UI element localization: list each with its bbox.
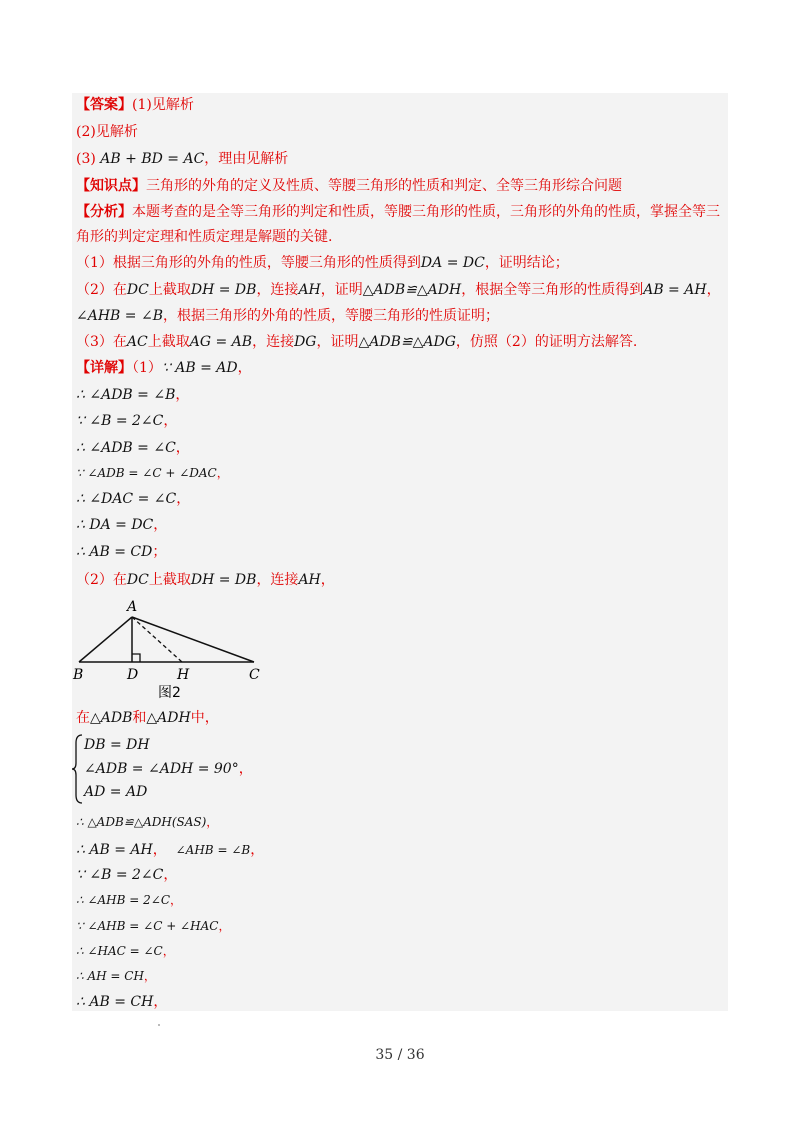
text: ，: [152, 842, 167, 858]
math: ∴ △ADB≌△ADH(SAS): [76, 815, 207, 829]
analysis-line-5: [76, 306, 499, 326]
analysis-tag: 【分析】: [76, 204, 132, 220]
text: ，: [175, 387, 190, 403]
proof-line: [76, 489, 190, 509]
text: ；: [152, 544, 167, 560]
text: （2）在: [76, 572, 127, 588]
text: ，仿照（2）的证明方法解答.: [455, 334, 638, 350]
math: AH: [298, 572, 321, 588]
analysis-text-1: 本题考查的是全等三角形的判定和性质，等腰三角形的性质，三角形的外角的性质，掌握全等三: [132, 204, 720, 220]
math: ∠AHB = ∠B: [76, 308, 163, 324]
equation-row: [84, 736, 150, 754]
math: △ADB≌△ADH: [362, 282, 462, 298]
page-number: 35 / 36: [375, 1047, 425, 1063]
math: AC: [126, 334, 148, 350]
text: ，: [238, 761, 253, 777]
proof-line: [76, 463, 229, 483]
text: （1）: [132, 360, 162, 376]
answer-3-text: ，理由见解析: [204, 151, 289, 167]
text: ，连接: [256, 572, 299, 588]
math: △ADH: [146, 710, 191, 726]
text: ，: [320, 572, 335, 588]
math: ∴ AH = CH: [76, 969, 144, 983]
answer-3-num: (3): [76, 151, 96, 167]
proof-line: [76, 812, 218, 832]
label-a: A: [127, 600, 138, 615]
math: DC: [126, 572, 149, 588]
answer-1: (1)见解析: [132, 97, 194, 113]
proof-line: [76, 966, 156, 986]
text: ，: [706, 282, 721, 298]
analysis-line-1: [76, 202, 720, 222]
text: ，: [153, 994, 168, 1010]
proof-line: [76, 840, 264, 860]
text: ，: [170, 893, 183, 907]
text: ，: [163, 867, 178, 883]
text: ，: [250, 842, 265, 858]
proof-line: [76, 542, 166, 562]
analysis-line-3: [76, 253, 569, 273]
math: AD = AD: [84, 784, 148, 800]
math: ∴ AB = AH: [76, 842, 153, 858]
math: ∴ ∠DAC = ∠C: [76, 491, 177, 507]
math: ∴ ∠ADB = ∠C: [76, 440, 176, 456]
stray-dot: [158, 1024, 160, 1026]
proof-line: [76, 515, 167, 535]
equation-row: [84, 760, 253, 778]
proof-line: [76, 916, 230, 936]
proof-line: [76, 941, 175, 961]
text: 和: [132, 710, 147, 726]
math: ∴ DA = DC: [76, 517, 154, 533]
math: DH = DB: [190, 572, 257, 588]
text: 中，: [190, 710, 219, 726]
text: （3）在: [76, 334, 127, 350]
text: ，根据全等三角形的性质得到: [461, 282, 644, 298]
text: 上截取: [147, 334, 190, 350]
math: DH = DB: [190, 282, 257, 298]
label-b: B: [73, 667, 84, 683]
figure-caption: 图2: [158, 685, 181, 700]
text: ，根据三角形的外角的性质，等腰三角形的性质证明；: [163, 308, 499, 324]
math: ∵ ∠AHB = ∠C + ∠HAC: [76, 919, 219, 933]
math: AB = AH: [643, 282, 707, 298]
segment-ab: [79, 617, 132, 662]
label-h: H: [177, 667, 190, 683]
answer-line-2: [76, 122, 138, 142]
answer-2: (2)见解析: [76, 124, 138, 140]
text: ，: [153, 517, 168, 533]
proof-line: [76, 411, 177, 431]
text: ，: [143, 969, 156, 983]
knowledge-line: [76, 176, 622, 196]
text: ，: [216, 466, 229, 480]
math: AG = AB: [189, 334, 253, 350]
analysis-line-6: [76, 332, 637, 352]
label-d: D: [127, 667, 139, 683]
triangle-figure: [72, 600, 272, 700]
text: ，: [218, 919, 231, 933]
math: ∵ ∠B = 2∠C: [76, 413, 164, 429]
math: DC: [126, 282, 149, 298]
text: 在: [76, 710, 90, 726]
analysis-line-2: [76, 227, 332, 247]
math: ∵ AB = AD: [161, 360, 238, 376]
proof-line: [76, 890, 182, 910]
label-c: C: [249, 667, 260, 683]
detail-tag: 【详解】: [76, 360, 132, 376]
math: ∠ADB = ∠ADH = 90°: [84, 761, 239, 777]
text: ，: [237, 360, 252, 376]
math: DB = DH: [84, 737, 150, 753]
knowledge-text: 三角形的外角的定义及性质、等腰三角形的性质和判定、全等三角形综合问题: [146, 178, 622, 194]
text: ，证明结论；: [484, 255, 569, 271]
answer-3-math: AB + BD = AC: [100, 151, 205, 167]
answer-line-3: [76, 149, 288, 169]
proof-line: [76, 385, 189, 405]
detail-line-1: [76, 358, 252, 378]
proof-line: [76, 992, 167, 1012]
answer-line-1: [76, 95, 194, 115]
proof-line: [76, 708, 219, 728]
equation-row: [84, 783, 147, 801]
math: ∴ ∠AHB = 2∠C: [76, 893, 171, 907]
text: （2）在: [76, 282, 127, 298]
text: ，连接: [256, 282, 299, 298]
math: ∵ ∠ADB = ∠C + ∠DAC: [76, 466, 217, 480]
math: ∴ ∠HAC = ∠C: [76, 944, 163, 958]
text: （1）根据三角形的外角的性质，等腰三角形的性质得到: [76, 255, 421, 271]
text: 上截取: [148, 282, 191, 298]
text: ，: [175, 440, 190, 456]
text: ，连接: [252, 334, 295, 350]
right-angle-mark: [132, 654, 140, 662]
text: ，: [176, 491, 191, 507]
text: ，证明: [320, 282, 363, 298]
knowledge-tag: 【知识点】: [76, 178, 146, 194]
math: ∵ ∠B = 2∠C: [76, 867, 164, 883]
math: ∴ AB = CH: [76, 994, 154, 1010]
math: DG: [294, 334, 317, 350]
proof-line: [76, 865, 177, 885]
answer-tag: 【答案】: [76, 97, 132, 113]
analysis-text-2: 角形的判定定理和性质定理是解题的关键.: [76, 229, 333, 245]
math: △ADB≌△ADG: [358, 334, 456, 350]
math: ∴ ∠ADB = ∠B: [76, 387, 176, 403]
math: ∠AHB = ∠B: [175, 843, 251, 857]
proof-line: [76, 438, 190, 458]
analysis-line-4: [76, 280, 721, 300]
text: ，: [163, 413, 178, 429]
text: ，证明: [316, 334, 359, 350]
segment-ac: [132, 617, 254, 662]
math: DA = DC: [420, 255, 485, 271]
text: 上截取: [148, 572, 191, 588]
text: ，: [206, 815, 219, 829]
math: △ADB: [90, 710, 133, 726]
text: ，: [162, 944, 175, 958]
math: AH: [298, 282, 321, 298]
math: ∴ AB = CD: [76, 544, 153, 560]
proof-line: [76, 570, 335, 590]
